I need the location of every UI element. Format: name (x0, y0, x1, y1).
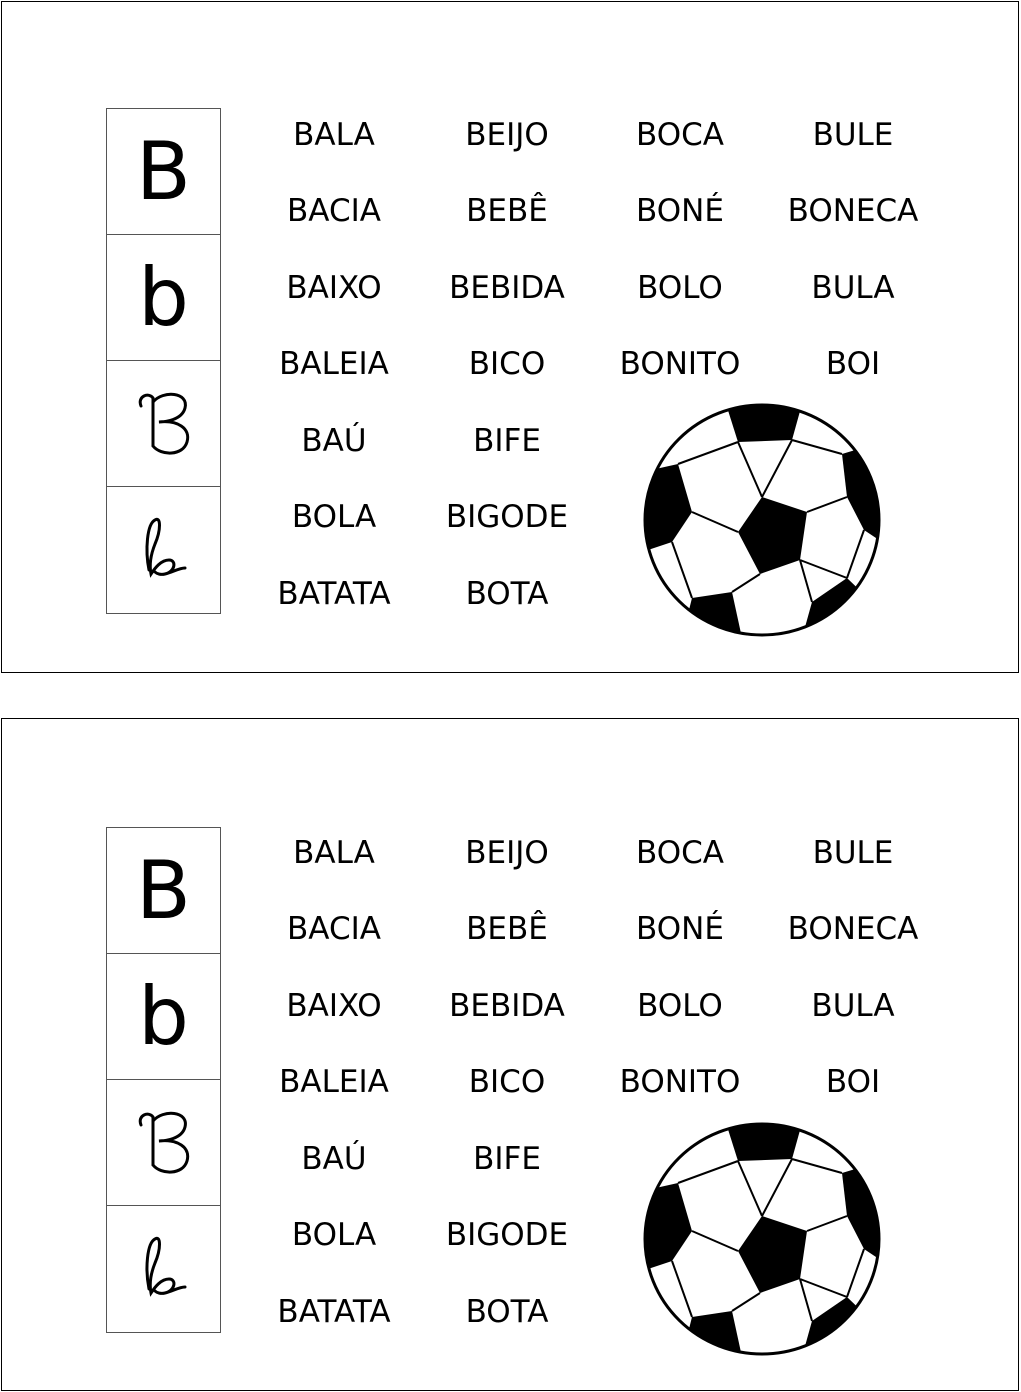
word: BONECA (787, 193, 919, 229)
word: BOLO (637, 270, 723, 306)
soccer-ball-icon (642, 402, 882, 638)
letter-cell-cursive-lowercase (107, 1206, 220, 1332)
cursive-lowercase-b-icon (129, 510, 199, 590)
word: BEBIDA (449, 988, 565, 1024)
cursive-uppercase-b-icon (129, 1103, 199, 1183)
letter-cell-lowercase (107, 954, 220, 1080)
word: BEIJO (465, 117, 549, 153)
word: BIFE (473, 1141, 541, 1177)
word: BOLO (637, 988, 723, 1024)
word: BACIA (287, 193, 381, 229)
letter-column (106, 108, 221, 614)
letter-cell-cursive-uppercase (107, 1080, 220, 1206)
letter-cell-uppercase (107, 828, 220, 954)
word: BALA (293, 835, 375, 871)
word: BALA (293, 117, 375, 153)
word: BAÚ (301, 423, 367, 459)
letter-cell-uppercase (107, 109, 220, 235)
word: BAIXO (286, 988, 382, 1024)
word: BULA (811, 988, 895, 1024)
word: BALEIA (279, 346, 389, 382)
word: BULE (812, 835, 894, 871)
worksheet-card-1 (1, 1, 1019, 673)
word: BAIXO (286, 270, 382, 306)
word: BOCA (636, 835, 724, 871)
word: BEBÊ (466, 193, 548, 229)
word: BALEIA (279, 1064, 389, 1100)
worksheet-card-2 (1, 718, 1019, 1391)
letter-cell-lowercase (107, 235, 220, 361)
word: BOTA (465, 1294, 549, 1330)
word: BICO (468, 1064, 546, 1100)
word: BOLA (291, 499, 377, 535)
cursive-uppercase-b-icon (129, 384, 199, 464)
word: BONÉ (636, 193, 724, 229)
lowercase-letter: b (138, 250, 189, 344)
word: BIGODE (445, 499, 569, 535)
word: BATATA (277, 576, 391, 612)
word: BOI (825, 346, 881, 382)
word: BONECA (787, 911, 919, 947)
word: BAÚ (301, 1141, 367, 1177)
word: BIFE (473, 423, 541, 459)
word: BOI (825, 1064, 881, 1100)
word: BACIA (287, 911, 381, 947)
cursive-lowercase-b-icon (129, 1229, 199, 1309)
word: BOCA (636, 117, 724, 153)
word: BOLA (291, 1217, 377, 1253)
word: BEBIDA (449, 270, 565, 306)
word: BULE (812, 117, 894, 153)
word: BIGODE (445, 1217, 569, 1253)
word: BOTA (465, 576, 549, 612)
word: BEBÊ (466, 911, 548, 947)
soccer-ball-icon (642, 1121, 882, 1357)
word: BULA (811, 270, 895, 306)
lowercase-letter: b (138, 969, 189, 1063)
letter-cell-cursive-lowercase (107, 487, 220, 613)
uppercase-letter: B (136, 843, 191, 937)
word: BEIJO (465, 835, 549, 871)
word: BONITO (619, 346, 741, 382)
uppercase-letter: B (136, 124, 191, 218)
letter-column (106, 827, 221, 1333)
word: BONITO (619, 1064, 741, 1100)
word: BATATA (277, 1294, 391, 1330)
word: BONÉ (636, 911, 724, 947)
word: BICO (468, 346, 546, 382)
letter-cell-cursive-uppercase (107, 361, 220, 487)
